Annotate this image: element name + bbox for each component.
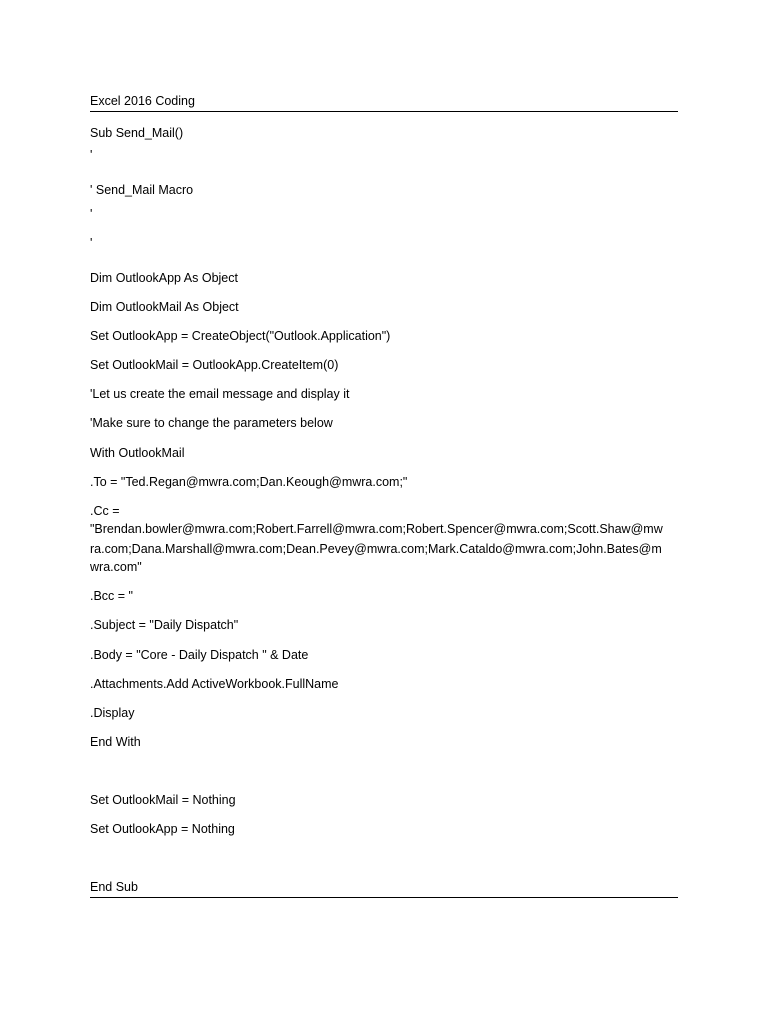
code-set-mail: Set OutlookMail = OutlookApp.CreateItem(0)	[90, 358, 339, 372]
footer-rule	[90, 897, 678, 898]
code-comment-blank: '	[90, 236, 93, 250]
code-sub-start: Sub Send_Mail()	[90, 126, 184, 140]
code-comment-blank: '	[90, 207, 93, 221]
code-attach-line: .Attachments.Add ActiveWorkbook.FullName	[90, 677, 339, 691]
code-cc-label: .Cc =	[90, 504, 120, 518]
header-title: Excel 2016 Coding	[90, 94, 195, 108]
code-subject-line: .Subject = "Daily Dispatch"	[90, 618, 239, 632]
code-comment-create: 'Let us create the email message and display it	[90, 387, 350, 401]
code-display-line: .Display	[90, 706, 135, 720]
code-end-with: End With	[90, 735, 141, 749]
code-dim-app: Dim OutlookApp As Object	[90, 271, 238, 285]
code-set-app: Set OutlookApp = CreateObject("Outlook.Application")	[90, 329, 391, 343]
code-body-line: .Body = "Core - Daily Dispatch " & Date	[90, 648, 309, 662]
code-comment-params: 'Make sure to change the parameters below	[90, 416, 333, 430]
code-cc-line: wra.com"	[90, 560, 142, 574]
code-cc-line: ra.com;Dana.Marshall@mwra.com;Dean.Pevey@mwra.com;Mark.Cataldo@mwra.com;John.Bates@m	[90, 542, 662, 556]
code-cc-line: "Brendan.bowler@mwra.com;Robert.Farrell@mwra.com;Robert.Spencer@mwra.com;Scott.Shaw@mw	[90, 522, 663, 536]
code-with-mail: With OutlookMail	[90, 446, 185, 460]
header-rule	[90, 111, 678, 112]
code-to-line: .To = "Ted.Regan@mwra.com;Dan.Keough@mwra.com;"	[90, 475, 408, 489]
code-set-mail-nothing: Set OutlookMail = Nothing	[90, 793, 236, 807]
code-comment-macro: ' Send_Mail Macro	[90, 183, 194, 197]
code-comment-blank: '	[90, 148, 93, 162]
code-dim-mail: Dim OutlookMail As Object	[90, 300, 239, 314]
code-bcc-line: .Bcc = "	[90, 589, 133, 603]
code-set-app-nothing: Set OutlookApp = Nothing	[90, 822, 235, 836]
footer-title: End Sub	[90, 880, 138, 894]
